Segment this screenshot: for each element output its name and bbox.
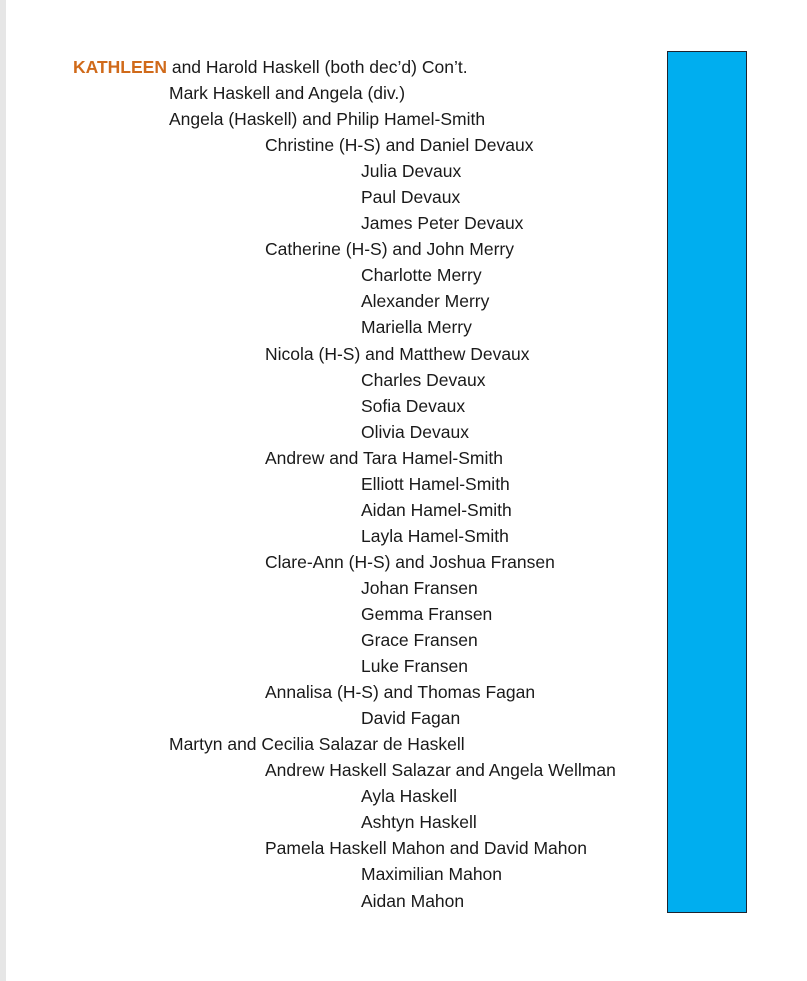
family-entry-level-3: Gemma Fransen	[361, 603, 493, 624]
family-entry-level-2: Andrew Haskell Salazar and Angela Wellman	[265, 760, 616, 781]
family-entry-level-3: Elliott Hamel-Smith	[361, 473, 510, 494]
blue-side-bar	[667, 51, 747, 913]
family-entry-level-3: Luke Fransen	[361, 656, 469, 677]
family-entry-level-3: Layla Hamel-Smith	[361, 525, 509, 546]
family-entry-level-2: Annalisa (H-S) and Thomas Fagan	[265, 682, 536, 703]
family-entry-level-2: Clare-Ann (H-S) and Joshua Fransen	[265, 551, 555, 572]
family-entry-level-3: Ashtyn Haskell	[361, 812, 477, 833]
family-entry-level-2: Nicola (H-S) and Matthew Devaux	[265, 343, 530, 364]
family-entry-level-3: Aidan Mahon	[361, 890, 465, 911]
family-entry-level-3: Aidan Hamel-Smith	[361, 499, 512, 520]
family-entry-level-3: Johan Fransen	[361, 577, 478, 598]
family-entry-level-3: Ayla Haskell	[361, 786, 457, 807]
family-entry-level-3: Maximilian Mahon	[361, 864, 503, 885]
family-entry-level-3: Charles Devaux	[361, 369, 486, 390]
family-entry-level-1: Mark Haskell and Angela (div.)	[169, 83, 406, 104]
family-entry-level-2: Catherine (H-S) and John Merry	[265, 239, 514, 260]
heading-rest: and Harold Haskell (both dec’d) Con’t.	[166, 57, 468, 77]
family-entry-level-2: Christine (H-S) and Daniel Devaux	[265, 135, 534, 156]
family-entry-level-3: James Peter Devaux	[361, 213, 524, 234]
family-entry-level-3: David Fagan	[361, 708, 461, 729]
family-tree-list	[0, 54, 660, 914]
family-entry-level-3: Olivia Devaux	[361, 421, 469, 442]
family-entry-level-3: Sofia Devaux	[361, 395, 466, 416]
family-entry-level-3: Charlotte Merry	[361, 265, 482, 286]
family-entry-level-3: Alexander Merry	[361, 291, 490, 312]
family-entry-level-1: Martyn and Cecilia Salazar de Haskell	[169, 734, 465, 755]
family-entry-level-1: Angela (Haskell) and Philip Hamel-Smith	[169, 109, 486, 130]
heading-line	[0, 54, 660, 80]
family-entry-level-3: Paul Devaux	[361, 187, 461, 208]
heading-name: KATHLEEN	[73, 57, 167, 77]
family-entry-level-3: Mariella Merry	[361, 317, 472, 338]
family-entry-level-2: Pamela Haskell Mahon and David Mahon	[265, 838, 587, 859]
family-entry-level-2: Andrew and Tara Hamel-Smith	[265, 447, 503, 468]
family-entry-level-3: Grace Fransen	[361, 630, 478, 651]
family-entry-level-3: Julia Devaux	[361, 161, 462, 182]
